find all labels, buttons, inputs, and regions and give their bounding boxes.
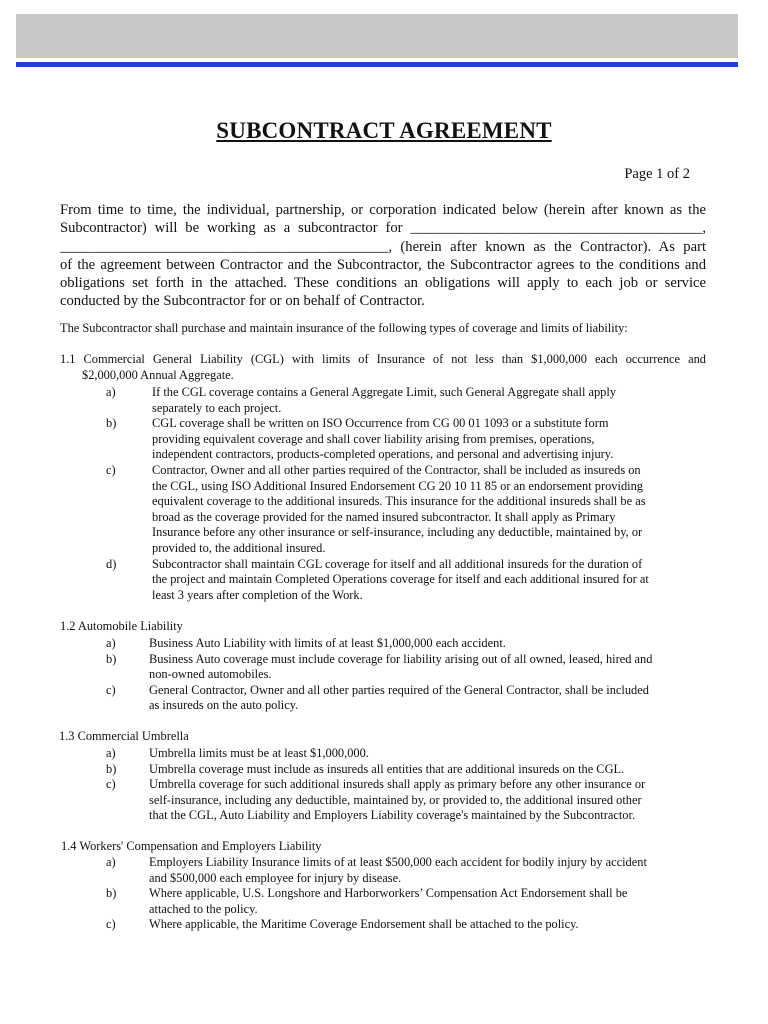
item-line: CGL coverage shall be written on ISO Occurrence from CG 00 01 1093 or a substitute form bbox=[152, 416, 609, 431]
item-line: non-owned automobiles. bbox=[149, 667, 272, 682]
section-cgl-items bbox=[106, 385, 706, 603]
item-label: b) bbox=[106, 886, 117, 901]
document-title: SUBCONTRACT AGREEMENT bbox=[216, 118, 552, 143]
item-line: provided to, the additional insured. bbox=[152, 540, 326, 555]
intro-line: conducted by the Subcontractor for or on behalf of Contractor. bbox=[60, 293, 425, 310]
item-line: If the CGL coverage contains a General Aggregate Limit, such General Aggregate shall apply bbox=[152, 385, 617, 399]
item-label: b) bbox=[106, 416, 117, 431]
section-workers-comp bbox=[61, 839, 321, 855]
item-line: providing equivalent coverage and shall cover liability arising from premises, operations, bbox=[152, 431, 595, 446]
item-line: Insurance before any other insurance or self-insurance, including any deductible, maintained by, or bbox=[152, 525, 643, 540]
list-item bbox=[106, 652, 706, 683]
item-line: General Contractor, Owner and all other parties required of the General Contractor, shall be included bbox=[149, 682, 649, 697]
list-item bbox=[106, 746, 706, 762]
item-label: b) bbox=[106, 651, 117, 666]
item-line: Subcontractor shall maintain CGL coverage for itself and all additional insureds for the duration of bbox=[152, 556, 643, 571]
item-label: d) bbox=[106, 556, 117, 571]
item-line: equivalent coverage to the additional insureds. This insurance for the additional insureds shall be as bbox=[152, 494, 646, 509]
intro-line: From time to time, the individual, partnership, or corporation indicated below (herein after known as the bbox=[60, 202, 706, 218]
intro-line: of the agreement between Contractor and the Subcontractor, the Subcontractor agrees to the conditions and bbox=[60, 256, 706, 273]
item-line: the CGL, using ISO Additional Insured Endorsement CG 20 10 11 85 or an endorsement providing bbox=[152, 478, 643, 493]
intro-line: Subcontractor) will be working as a subcontractor for ________________________________________, bbox=[60, 220, 706, 237]
section-umbrella-items bbox=[106, 746, 706, 824]
list-item bbox=[106, 777, 706, 824]
item-line: least 3 years after completion of the Work. bbox=[152, 587, 363, 602]
page-number: Page 1 of 2 bbox=[624, 166, 690, 182]
item-line: Umbrella coverage must include as insureds all entities that are additional insureds on the CGL. bbox=[149, 761, 625, 776]
item-line: as insureds on the auto policy. bbox=[149, 698, 299, 713]
item-line: and $500,000 each employee for injury by disease. bbox=[149, 870, 402, 885]
section-heading-cont: $2,000,000 Annual Aggregate. bbox=[82, 367, 234, 382]
item-label: c) bbox=[106, 917, 116, 932]
item-line: Where applicable, the Maritime Coverage Endorsement shall be attached to the policy. bbox=[149, 917, 579, 932]
intro-line: obligations set forth in the attached. These conditions an obligations will apply to each job or service bbox=[60, 275, 706, 292]
item-line: self-insurance, including any deductible, maintained by, or provided to, the additional insured other bbox=[149, 792, 642, 807]
list-item bbox=[106, 855, 706, 886]
list-item bbox=[106, 636, 706, 652]
list-item bbox=[106, 886, 706, 917]
item-line: attached to the policy. bbox=[149, 901, 258, 916]
item-line: Contractor, Owner and all other parties required of the Contractor, shall be included as insureds on bbox=[152, 462, 641, 477]
item-line: Where applicable, U.S. Longshore and Harborworkers’ Compensation Act Endorsement shall be bbox=[149, 886, 628, 901]
item-label: c) bbox=[106, 777, 116, 792]
item-line: Business Auto coverage must include coverage for liability arising out of all owned, leased, hired and bbox=[149, 651, 653, 666]
item-label: a) bbox=[106, 746, 116, 760]
item-line: separately to each project. bbox=[152, 400, 282, 415]
section-heading: 1.1 Commercial General Liability (CGL) with limits of Insurance of not less than $1,000,000 each occurrence and bbox=[60, 352, 706, 366]
insurance-intro: The Subcontractor shall purchase and maintain insurance of the following types of coverage and limits of liability: bbox=[60, 321, 628, 335]
item-line: Employers Liability Insurance limits of at least $500,000 each accident for bodily injury by accident bbox=[149, 855, 647, 869]
item-label: b) bbox=[106, 761, 117, 776]
item-line: the project and maintain Completed Operations coverage for itself and each additional insured for at bbox=[152, 572, 649, 587]
item-label: c) bbox=[106, 682, 116, 697]
list-item bbox=[106, 557, 706, 604]
section-umbrella bbox=[59, 729, 189, 745]
section-heading: 1.3 Commercial Umbrella bbox=[59, 729, 189, 743]
section-cgl bbox=[60, 352, 706, 383]
item-line: Umbrella coverage for such additional insureds shall apply as primary before any other insurance or bbox=[149, 777, 646, 792]
item-line: that the CGL, Auto Liability and Employers Liability coverage's maintained by the Subcontractor. bbox=[149, 808, 636, 823]
list-item bbox=[106, 416, 706, 463]
section-heading: 1.4 Workers' Compensation and Employers Liability bbox=[61, 839, 322, 853]
list-item bbox=[106, 917, 706, 933]
item-line: Business Auto Liability with limits of at least $1,000,000 each accident. bbox=[149, 636, 506, 650]
header-rule bbox=[16, 62, 738, 67]
item-label: c) bbox=[106, 462, 116, 477]
item-line: Umbrella limits must be at least $1,000,000. bbox=[149, 746, 369, 760]
list-item bbox=[106, 463, 706, 557]
list-item bbox=[106, 762, 706, 778]
section-heading: 1.2 Automobile Liability bbox=[60, 619, 183, 633]
header-band bbox=[16, 14, 738, 58]
item-label: a) bbox=[106, 385, 116, 399]
item-label: a) bbox=[106, 636, 116, 650]
section-workers-comp-items bbox=[106, 855, 706, 933]
section-auto-items bbox=[106, 636, 706, 714]
intro-line: _____________________________________________, (herein after known as the Contractor). As part bbox=[60, 238, 706, 255]
item-line: independent contractors, products-completed operations, and personal and advertising injury. bbox=[152, 447, 614, 462]
item-line: broad as the coverage provided for the named insured subcontractor. It shall apply as Primary bbox=[152, 509, 616, 524]
list-item bbox=[106, 385, 706, 416]
list-item bbox=[106, 683, 706, 714]
section-auto bbox=[60, 619, 183, 635]
item-label: a) bbox=[106, 855, 116, 869]
intro-paragraph bbox=[60, 201, 706, 311]
